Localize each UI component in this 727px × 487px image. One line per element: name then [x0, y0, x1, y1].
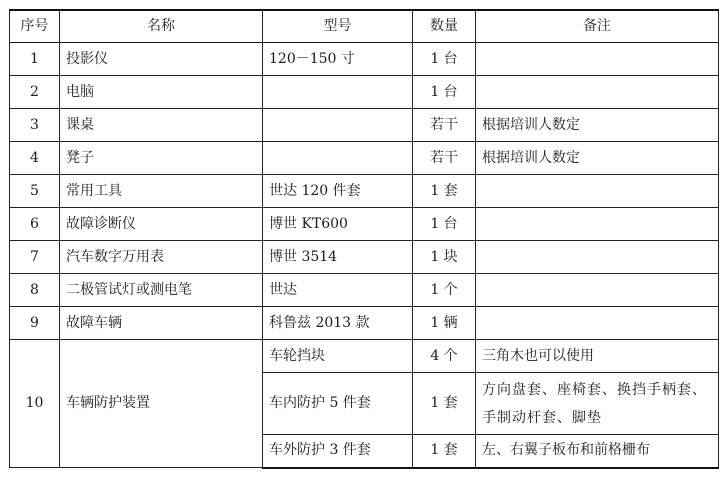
row-name: 二极管试灯或测电笔 — [60, 274, 263, 307]
row-quantity: 若干 — [413, 109, 476, 142]
row-number: 2 — [10, 76, 60, 109]
table-row — [10, 208, 719, 241]
row-number: 6 — [10, 208, 60, 241]
row-remarks — [476, 208, 719, 241]
row-quantity: 1 台 — [413, 43, 476, 76]
row-remarks: 根据培训人数定 — [476, 142, 719, 175]
row-quantity: 1 辆 — [413, 307, 476, 340]
row-name: 常用工具 — [60, 175, 263, 208]
row-remarks: 根据培训人数定 — [476, 109, 719, 142]
header-row — [10, 10, 719, 43]
table-row — [10, 76, 719, 109]
equipment-table — [9, 9, 719, 469]
row-quantity: 1 个 — [413, 274, 476, 307]
row-remarks: 三角木也可以使用 — [476, 340, 719, 373]
row-model — [263, 76, 413, 109]
table-row — [10, 142, 719, 175]
row-model — [263, 109, 413, 142]
row-number: 9 — [10, 307, 60, 340]
table-row — [10, 43, 719, 76]
row-model: 120－150 寸 — [263, 43, 413, 76]
header-remarks: 备注 — [476, 10, 719, 43]
row-quantity: 若干 — [413, 142, 476, 175]
row-number: 3 — [10, 109, 60, 142]
table-row — [10, 340, 719, 373]
row-model: 世达 120 件套 — [263, 175, 413, 208]
row-model: 科鲁兹 2013 款 — [263, 307, 413, 340]
group-number: 10 — [10, 340, 60, 468]
header-name: 名称 — [60, 10, 263, 43]
row-remarks — [476, 274, 719, 307]
row-remarks — [476, 307, 719, 340]
table-body — [10, 43, 719, 468]
row-remarks — [476, 76, 719, 109]
row-model — [263, 142, 413, 175]
row-name: 电脑 — [60, 76, 263, 109]
row-quantity: 1 台 — [413, 76, 476, 109]
row-remarks: 方向盘套、座椅套、换挡手柄套、手制动杆套、脚垫 — [476, 373, 719, 435]
row-quantity: 1 台 — [413, 208, 476, 241]
row-quantity: 1 套 — [413, 373, 476, 435]
row-model: 车内防护 5 件套 — [263, 373, 413, 435]
row-name: 凳子 — [60, 142, 263, 175]
group-name: 车辆防护装置 — [60, 340, 263, 468]
row-name: 故障车辆 — [60, 307, 263, 340]
row-model: 世达 — [263, 274, 413, 307]
table-row — [10, 307, 719, 340]
row-number: 5 — [10, 175, 60, 208]
header-quantity: 数量 — [413, 10, 476, 43]
header-model: 型号 — [263, 10, 413, 43]
row-name: 投影仪 — [60, 43, 263, 76]
row-number: 1 — [10, 43, 60, 76]
header-number: 序号 — [10, 10, 60, 43]
row-quantity: 1 套 — [413, 435, 476, 468]
table-row — [10, 175, 719, 208]
row-model: 车轮挡块 — [263, 340, 413, 373]
row-remarks — [476, 43, 719, 76]
row-name: 课桌 — [60, 109, 263, 142]
row-quantity: 4 个 — [413, 340, 476, 373]
row-remarks — [476, 241, 719, 274]
table-row — [10, 241, 719, 274]
row-model: 博世 3514 — [263, 241, 413, 274]
table-row — [10, 109, 719, 142]
row-number: 8 — [10, 274, 60, 307]
table-row — [10, 274, 719, 307]
row-quantity: 1 块 — [413, 241, 476, 274]
row-number: 4 — [10, 142, 60, 175]
row-name: 故障诊断仪 — [60, 208, 263, 241]
row-model: 博世 KT600 — [263, 208, 413, 241]
row-model: 车外防护 3 件套 — [263, 435, 413, 468]
row-remarks: 左、右翼子板布和前格栅布 — [476, 435, 719, 468]
row-number: 7 — [10, 241, 60, 274]
row-remarks — [476, 175, 719, 208]
row-quantity: 1 套 — [413, 175, 476, 208]
row-name: 汽车数字万用表 — [60, 241, 263, 274]
